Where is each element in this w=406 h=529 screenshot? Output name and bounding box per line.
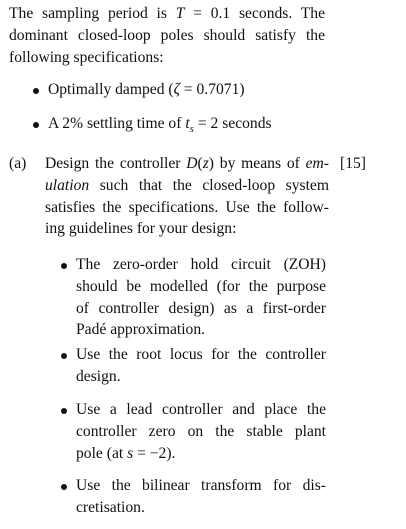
- guideline-line: controller zero on the stable plant: [76, 422, 326, 440]
- part-a-line-1: Design the controller D(z) by means of em-: [45, 155, 329, 172]
- part-a-line-2: ulation such that the closed-loop system: [45, 176, 329, 194]
- guideline-line: design.: [76, 367, 121, 385]
- guideline-line: cretisation.: [76, 498, 145, 516]
- guideline-line: Padé approximation.: [76, 321, 206, 339]
- bullet-icon: [61, 263, 67, 269]
- guideline-line: of controller design) as a first-order: [76, 299, 326, 317]
- marks-label: [15]: [340, 155, 366, 172]
- part-a-line-4: ing guidelines for your design:: [45, 220, 237, 238]
- intro-line-2: dominant closed-loop poles should satisfy the: [9, 26, 325, 44]
- guideline-lead-controller: [76, 399, 326, 464]
- bullet-icon: [61, 484, 67, 490]
- guideline-root-locus: [76, 344, 326, 388]
- spec-settling-time: A 2% settling time of $t_s = 2$ seconds: [48, 115, 272, 136]
- bullet-icon: [61, 353, 67, 359]
- guideline-zoh: [76, 254, 326, 341]
- guideline-line: Use a lead controller and place the: [76, 401, 326, 418]
- bullet-icon: [33, 122, 39, 128]
- intro-line-3: following specifications:: [9, 48, 164, 66]
- guideline-line: Use the bilinear transform for dis-: [76, 477, 326, 494]
- guideline-line: The zero-order hold circuit (ZOH): [76, 256, 326, 273]
- intro-line-1: The sampling period is T = 0.1 seconds. The: [9, 5, 325, 22]
- guideline-line: Use the root locus for the controller: [76, 346, 326, 363]
- guideline-line: should be modelled (for the purpose: [76, 277, 326, 295]
- part-label: (a): [9, 155, 27, 172]
- bullet-icon: [61, 408, 67, 414]
- guideline-line: pole (at s = −2).: [76, 444, 176, 462]
- part-a-body: [45, 153, 329, 240]
- spec-damping: Optimally damped (ζ = 0.7071): [48, 81, 245, 98]
- part-a-line-3: satisfies the specifications. Use the follow-: [45, 198, 329, 216]
- guideline-bilinear: [76, 475, 326, 519]
- intro-paragraph: [9, 3, 325, 68]
- bullet-icon: [33, 88, 39, 94]
